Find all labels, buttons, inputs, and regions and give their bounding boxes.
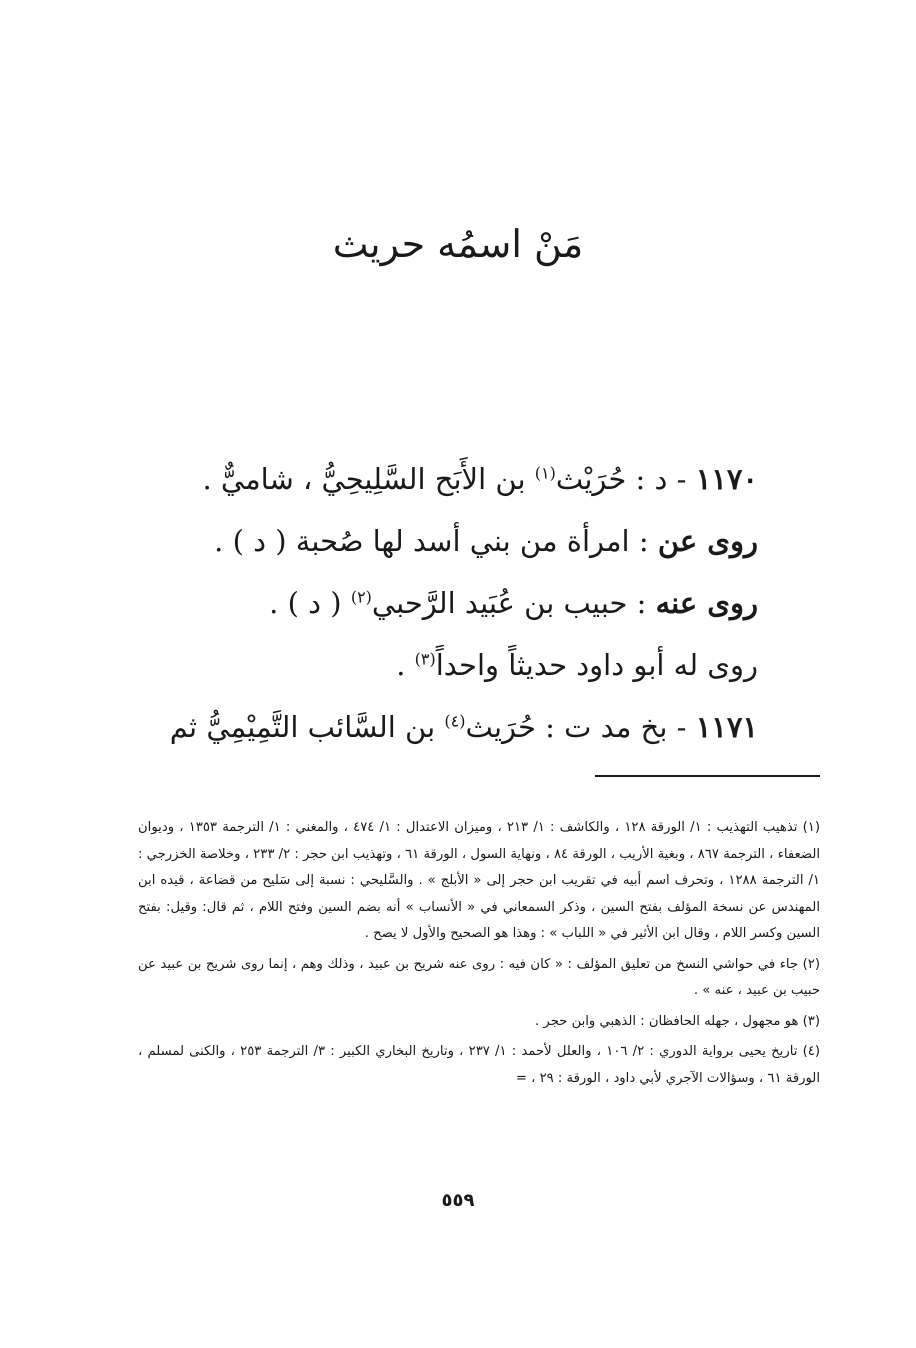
footnote-3: (٣) هو مجهول ، جهله الحافظان : الذهبي وابن حجر . [535,1013,820,1029]
entry-head: - بخ مد ت : حُرَيث [465,710,687,744]
footnote-2: (٢) جاء في حواشي النسخ من تعليق المؤلف : « كان فيه : روى عنه شريح بن عبيد ، وذلك وهم ، إنما روى شريح بن عبيد عن حبيب بن عبيد ، عنه » . [138,956,820,998]
narrated-from-text: : امرأة من بني أسد لها صُحبة ( د ) . [214,524,649,558]
footnote-4: (٤) تاريخ يحيى برواية الدوري : ٢/ ١٠٦ ، والعلل لأحمد : ١/ ٢٣٧ ، وتاريخ البخاري الكبير : ٣/ الترجمة ٢٥٣ ، والكنى لمسلم ، الورقة ٦١ ، وسؤالات الآجري لأبي داود ، الورقة : ٢٩ ، = [138,1044,820,1086]
narrated-by-text: : حبيب بن عُبَيد الرَّحبي [371,586,647,620]
entry-1170 [130,448,758,510]
entry-number: ١١٧٠ [695,462,758,496]
narration-count-line [130,634,758,696]
narrated-by-label: روى عنه [655,586,758,620]
main-text [130,448,758,758]
entry-head: - د : حُرَيْث [555,462,687,496]
narrated-from-label: روى عن [657,524,758,558]
page-number: ٥٥٩ [441,1190,475,1211]
entry-number: ١١٧١ [695,710,758,744]
footnote-1: (١) تذهيب التهذيب : ١/ الورقة ١٢٨ ، والكاشف : ١/ ٢١٣ ، وميزان الاعتدال : ١/ ٤٧٤ ، والمغني : ١/ الترجمة ١٣٥٣ ، وديوان الضعفاء ، الترجمة ٨٦٧ ، وبغية الأريب ، الورقة ٨٤ ، ونهاية السول ، الورقة ٦١ ، وتهذيب ابن حجر : ٢/ ٢٣٣ ، وخلاصة الخزرجي : ١/ الترجمة ١٢٨٨ ، وتحرف اسم أبيه في تقريب ابن حجر إلى « الأبلج » . والسَّليحي : نسبة إلى سَليح من قضاعة ، قيده ابن المهندس عن نسخة المؤلف بفتح السين ، وذكر السمعاني في « الأنساب » أنه بضم السين وفتح اللام ، ثم قال: وقيل: بفتح السين وكسر اللام ، وقال ابن الأثير في « اللباب » : وهذا هو الصحيح والأول لا يصح . [138,820,821,941]
footnotes [138,815,820,1092]
footnote-ref-3[interactable]: (٣) [414,649,436,669]
chapter-title: مَنْ اسمُه حريث [332,222,584,266]
footnote-ref-4[interactable]: (٤) [444,711,466,731]
footnote-ref-1[interactable]: (١) [534,463,556,483]
narrated-by-line [130,572,758,634]
footnote-divider [595,775,820,777]
narrated-from-line [130,510,758,572]
entry-tail: بن السَّائب التَّمِيْمِيُّ ثم [169,710,436,744]
footnote-ref-2[interactable]: (٢) [350,587,372,607]
narration-count-text: روى له أبو داود حديثاً واحداً [435,648,758,682]
entry-tail: بن الأَبَح السَّلِيحِيُّ ، شاميٌّ . [202,462,526,496]
entry-1171 [130,696,758,758]
narration-count-tail: . [396,648,406,682]
narrated-by-tail: ( د ) . [269,586,342,620]
